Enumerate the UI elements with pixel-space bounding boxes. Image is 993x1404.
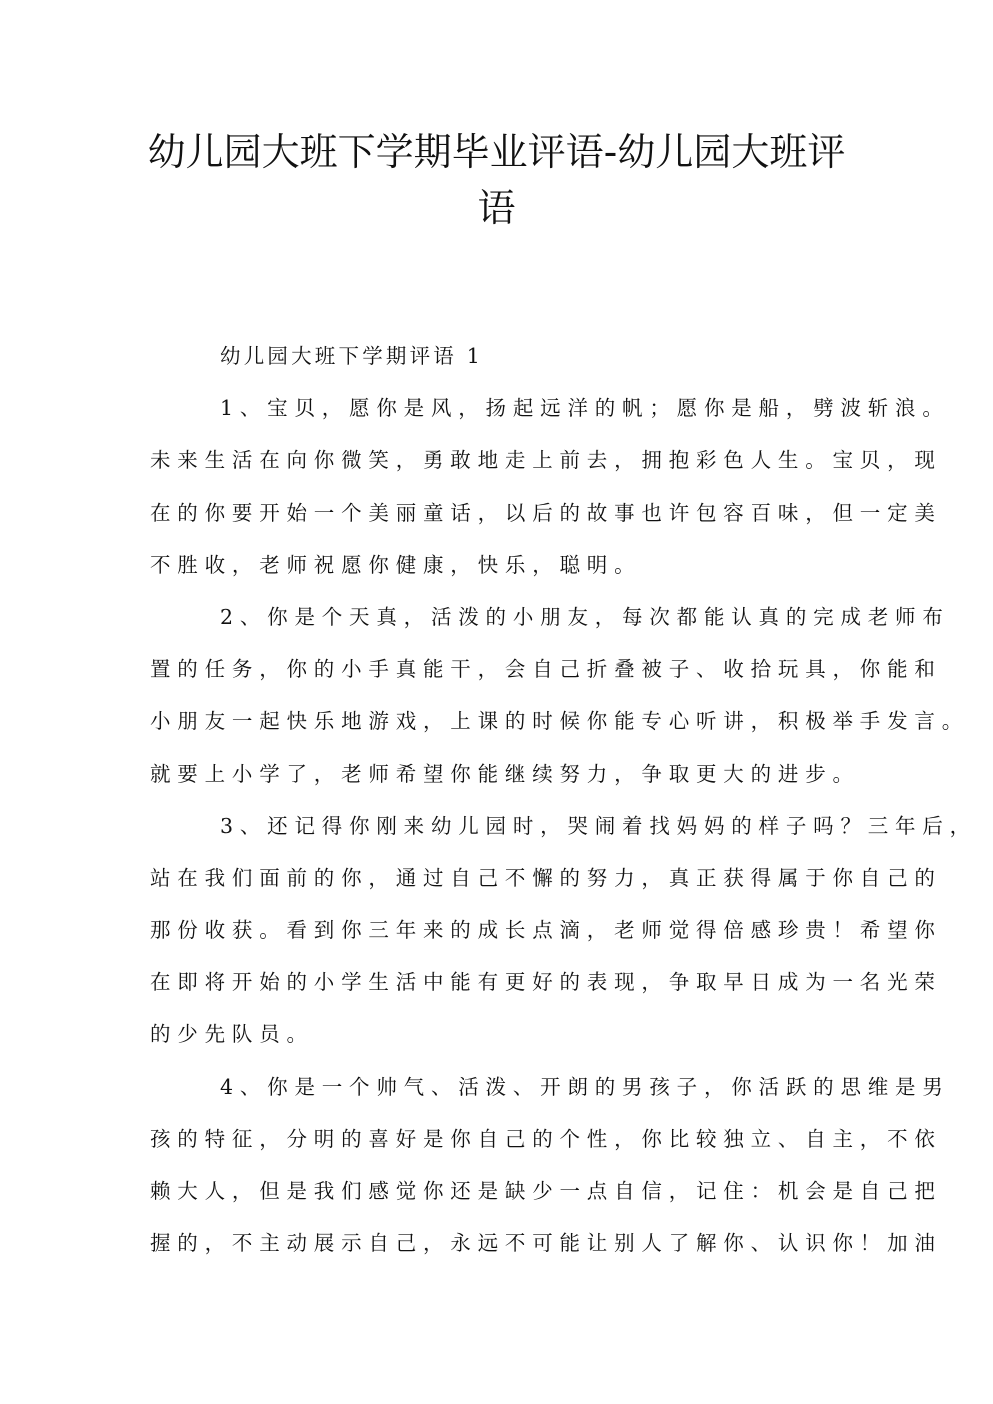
paragraph-line: 置的任务，你的小手真能干，会自己折叠被子、收拾玩具，你能和 [150,657,942,682]
paragraph-line: 孩的特征，分明的喜好是你自己的个性，你比较独立、自主，不依 [150,1126,942,1151]
paragraph-4 [150,1069,950,1278]
title-line-1: 幼儿园大班下学期毕业评语-幼儿园大班评 [147,130,846,174]
section-heading: 幼儿园大班下学期评语 1 [220,344,483,368]
document-title [100,124,893,236]
title-line-2: 语 [477,186,516,230]
paragraph-1 [150,390,950,599]
paragraph-line: 握的，不主动展示自己，永远不可能让别人了解你、认识你！加油 [150,1231,942,1256]
paragraph-line: 4、你是一个帅气、活泼、开朗的男孩子，你活跃的思维是男 [220,1074,950,1099]
paragraph-line: 1、宝贝，愿你是风，扬起远洋的帆；愿你是船，劈波斩浪。 [220,396,950,421]
paragraph-line: 2、你是个天真，活泼的小朋友，每次都能认真的完成老师布 [220,604,950,629]
paragraph-line: 在即将开始的小学生活中能有更好的表现，争取早日成为一名光荣 [150,970,942,995]
paragraph-line: 未来生活在向你微笑，勇敢地走上前去，拥抱彩色人生。宝贝，现 [150,448,942,473]
document-body [150,338,977,1277]
paragraph-line: 在的你要开始一个美丽童话，以后的故事也许包容百味，但一定美 [150,500,942,525]
paragraph-line: 的少先队员。 [150,1022,314,1047]
paragraph-line: 站在我们面前的你，通过自己不懈的努力，真正获得属于你自己的 [150,865,942,890]
paragraph-3 [150,808,977,1069]
paragraph-line: 小朋友一起快乐地游戏，上课的时候你能专心听讲，积极举手发言。 [150,709,969,734]
paragraph-line: 赖大人，但是我们感觉你还是缺少一点自信，记住：机会是自己把 [150,1179,942,1203]
paragraph-line: 不胜收，老师祝愿你健康，快乐，聪明。 [150,552,642,577]
paragraph-line: 那份收获。看到你三年来的成长点滴，老师觉得倍感珍贵！希望你 [150,918,942,943]
paragraph-2 [150,599,969,808]
paragraph-line: 3、还记得你刚来幼儿园时，哭闹着找妈妈的样子吗？三年后， [220,813,977,838]
paragraph-line: 就要上小学了，老师希望你能继续努力，争取更大的进步。 [150,761,860,786]
